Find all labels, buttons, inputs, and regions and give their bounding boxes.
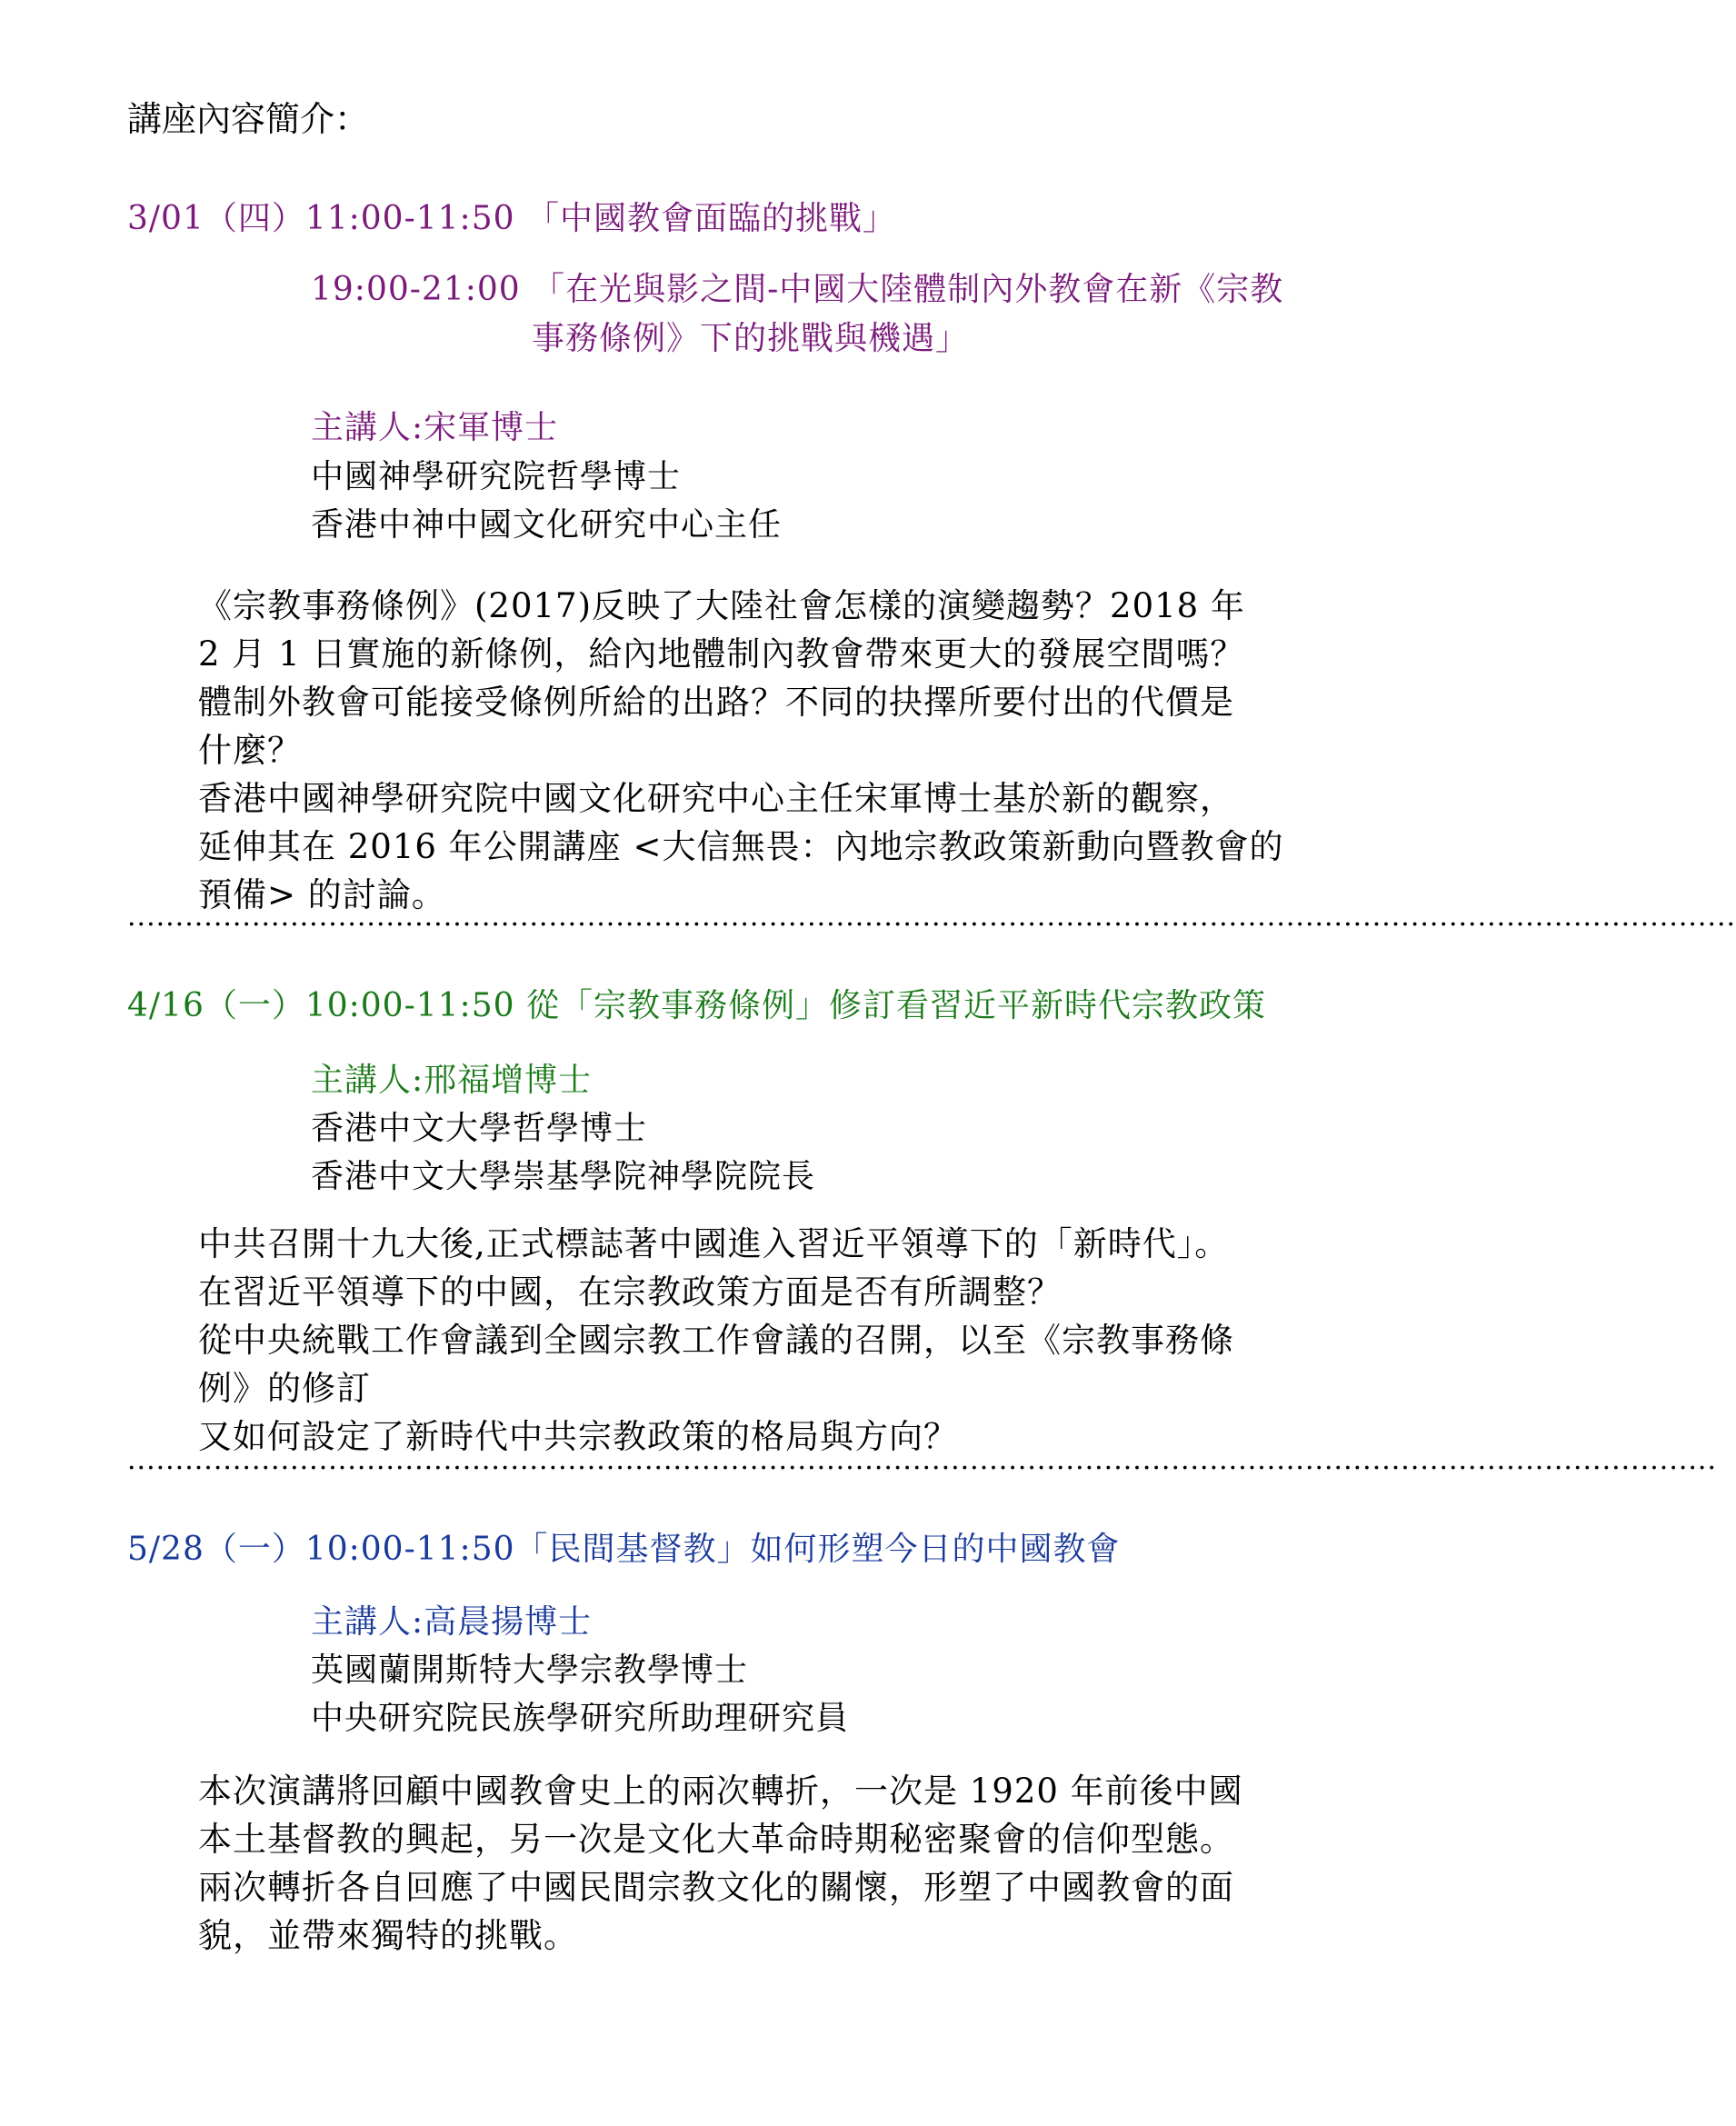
session-1-description-line: 2 月 1 日實施的新條例，給內地體制內教會帶來更大的發展空間嗎？ xyxy=(198,634,1245,674)
session-1-description-line: 什麼？ xyxy=(198,731,302,770)
session-1-description-line: 預備> 的討論。 xyxy=(198,875,446,914)
page-title: 講座內容簡介： xyxy=(127,99,370,139)
dotted-separator: ········································································································································································ xyxy=(127,909,1736,941)
session-3-speaker: 主講人:高晨揚博士 xyxy=(311,1603,593,1641)
session-2-description-line: 中共召開十九大後,正式標誌著中國進入習近平領導下的「新時代」。 xyxy=(198,1224,1230,1263)
session-1-description-line: 香港中國神學研究院中國文化研究中心主任宋軍博士基於新的觀察， xyxy=(198,779,1234,818)
session-3-date-line: 5/28（一）10:00-11:50「民間基督教」如何形塑今日的中國教會 xyxy=(127,1531,1121,1568)
session-2-description-line: 又如何設定了新時代中共宗教政策的格局與方向？ xyxy=(198,1417,958,1456)
session-1-credential: 香港中神中國文化研究中心主任 xyxy=(311,506,783,544)
session-3-description-line: 本土基督教的興起，另一次是文化大革命時期秘密聚會的信仰型態。 xyxy=(198,1820,1234,1859)
session-2-credential: 香港中文大學崇基學院神學院院長 xyxy=(311,1158,816,1195)
session-1-credential: 中國神學研究院哲學博士 xyxy=(311,458,682,495)
session-2-description-line: 從中央統戰工作會議到全國宗教工作會議的召開，以至《宗教事務條 xyxy=(198,1321,1234,1360)
session-1-description-line: 體制外教會可能接受條例所給的出路？不同的抉擇所要付出的代價是 xyxy=(198,683,1234,722)
dotted-separator: ······································································································································································ xyxy=(127,1452,1717,1484)
session-1-evening-line-continued: 事務條例》下的挑戰與機遇」 xyxy=(532,320,970,357)
session-3-credential: 中央研究院民族學研究所助理研究員 xyxy=(311,1700,850,1737)
session-2-credential: 香港中文大學哲學博士 xyxy=(311,1110,648,1147)
session-3-description-line: 兩次轉折各自回應了中國民間宗教文化的關懷，形塑了中國教會的面 xyxy=(198,1868,1234,1907)
session-3-description-line: 貌，並帶來獨特的挑戰。 xyxy=(198,1916,578,1955)
session-1-description-line: 《宗教事務條例》(2017)反映了大陸社會怎樣的演變趨勢？2018 年 xyxy=(198,586,1245,625)
session-3-description-line: 本次演講將回顧中國教會史上的兩次轉折，一次是 1920 年前後中國 xyxy=(198,1772,1243,1811)
session-2-speaker: 主講人:邢福增博士 xyxy=(311,1062,593,1099)
session-1-date-line: 3/01（四）11:00-11:50 「中國教會面臨的挑戰」 xyxy=(127,200,896,237)
session-2-description-line: 在習近平領導下的中國，在宗教政策方面是否有所調整？ xyxy=(198,1273,1062,1312)
session-1-speaker: 主講人:宋軍博士 xyxy=(311,409,559,446)
session-2-date-line: 4/16（一）10:00-11:50 從「宗教事務條例」修訂看習近平新時代宗教政策 xyxy=(127,987,1266,1024)
session-1-evening-line: 19:00-21:00 「在光與影之間-中國大陸體制內外教會在新《宗教 xyxy=(311,271,1284,308)
session-3-credential: 英國蘭開斯特大學宗教學博士 xyxy=(311,1652,749,1689)
session-1-description-line: 延伸其在 2016 年公開講座 <大信無畏：內地宗教政策新動向暨教會的 xyxy=(198,827,1284,866)
session-2-description-line: 例》的修訂 xyxy=(198,1369,371,1408)
